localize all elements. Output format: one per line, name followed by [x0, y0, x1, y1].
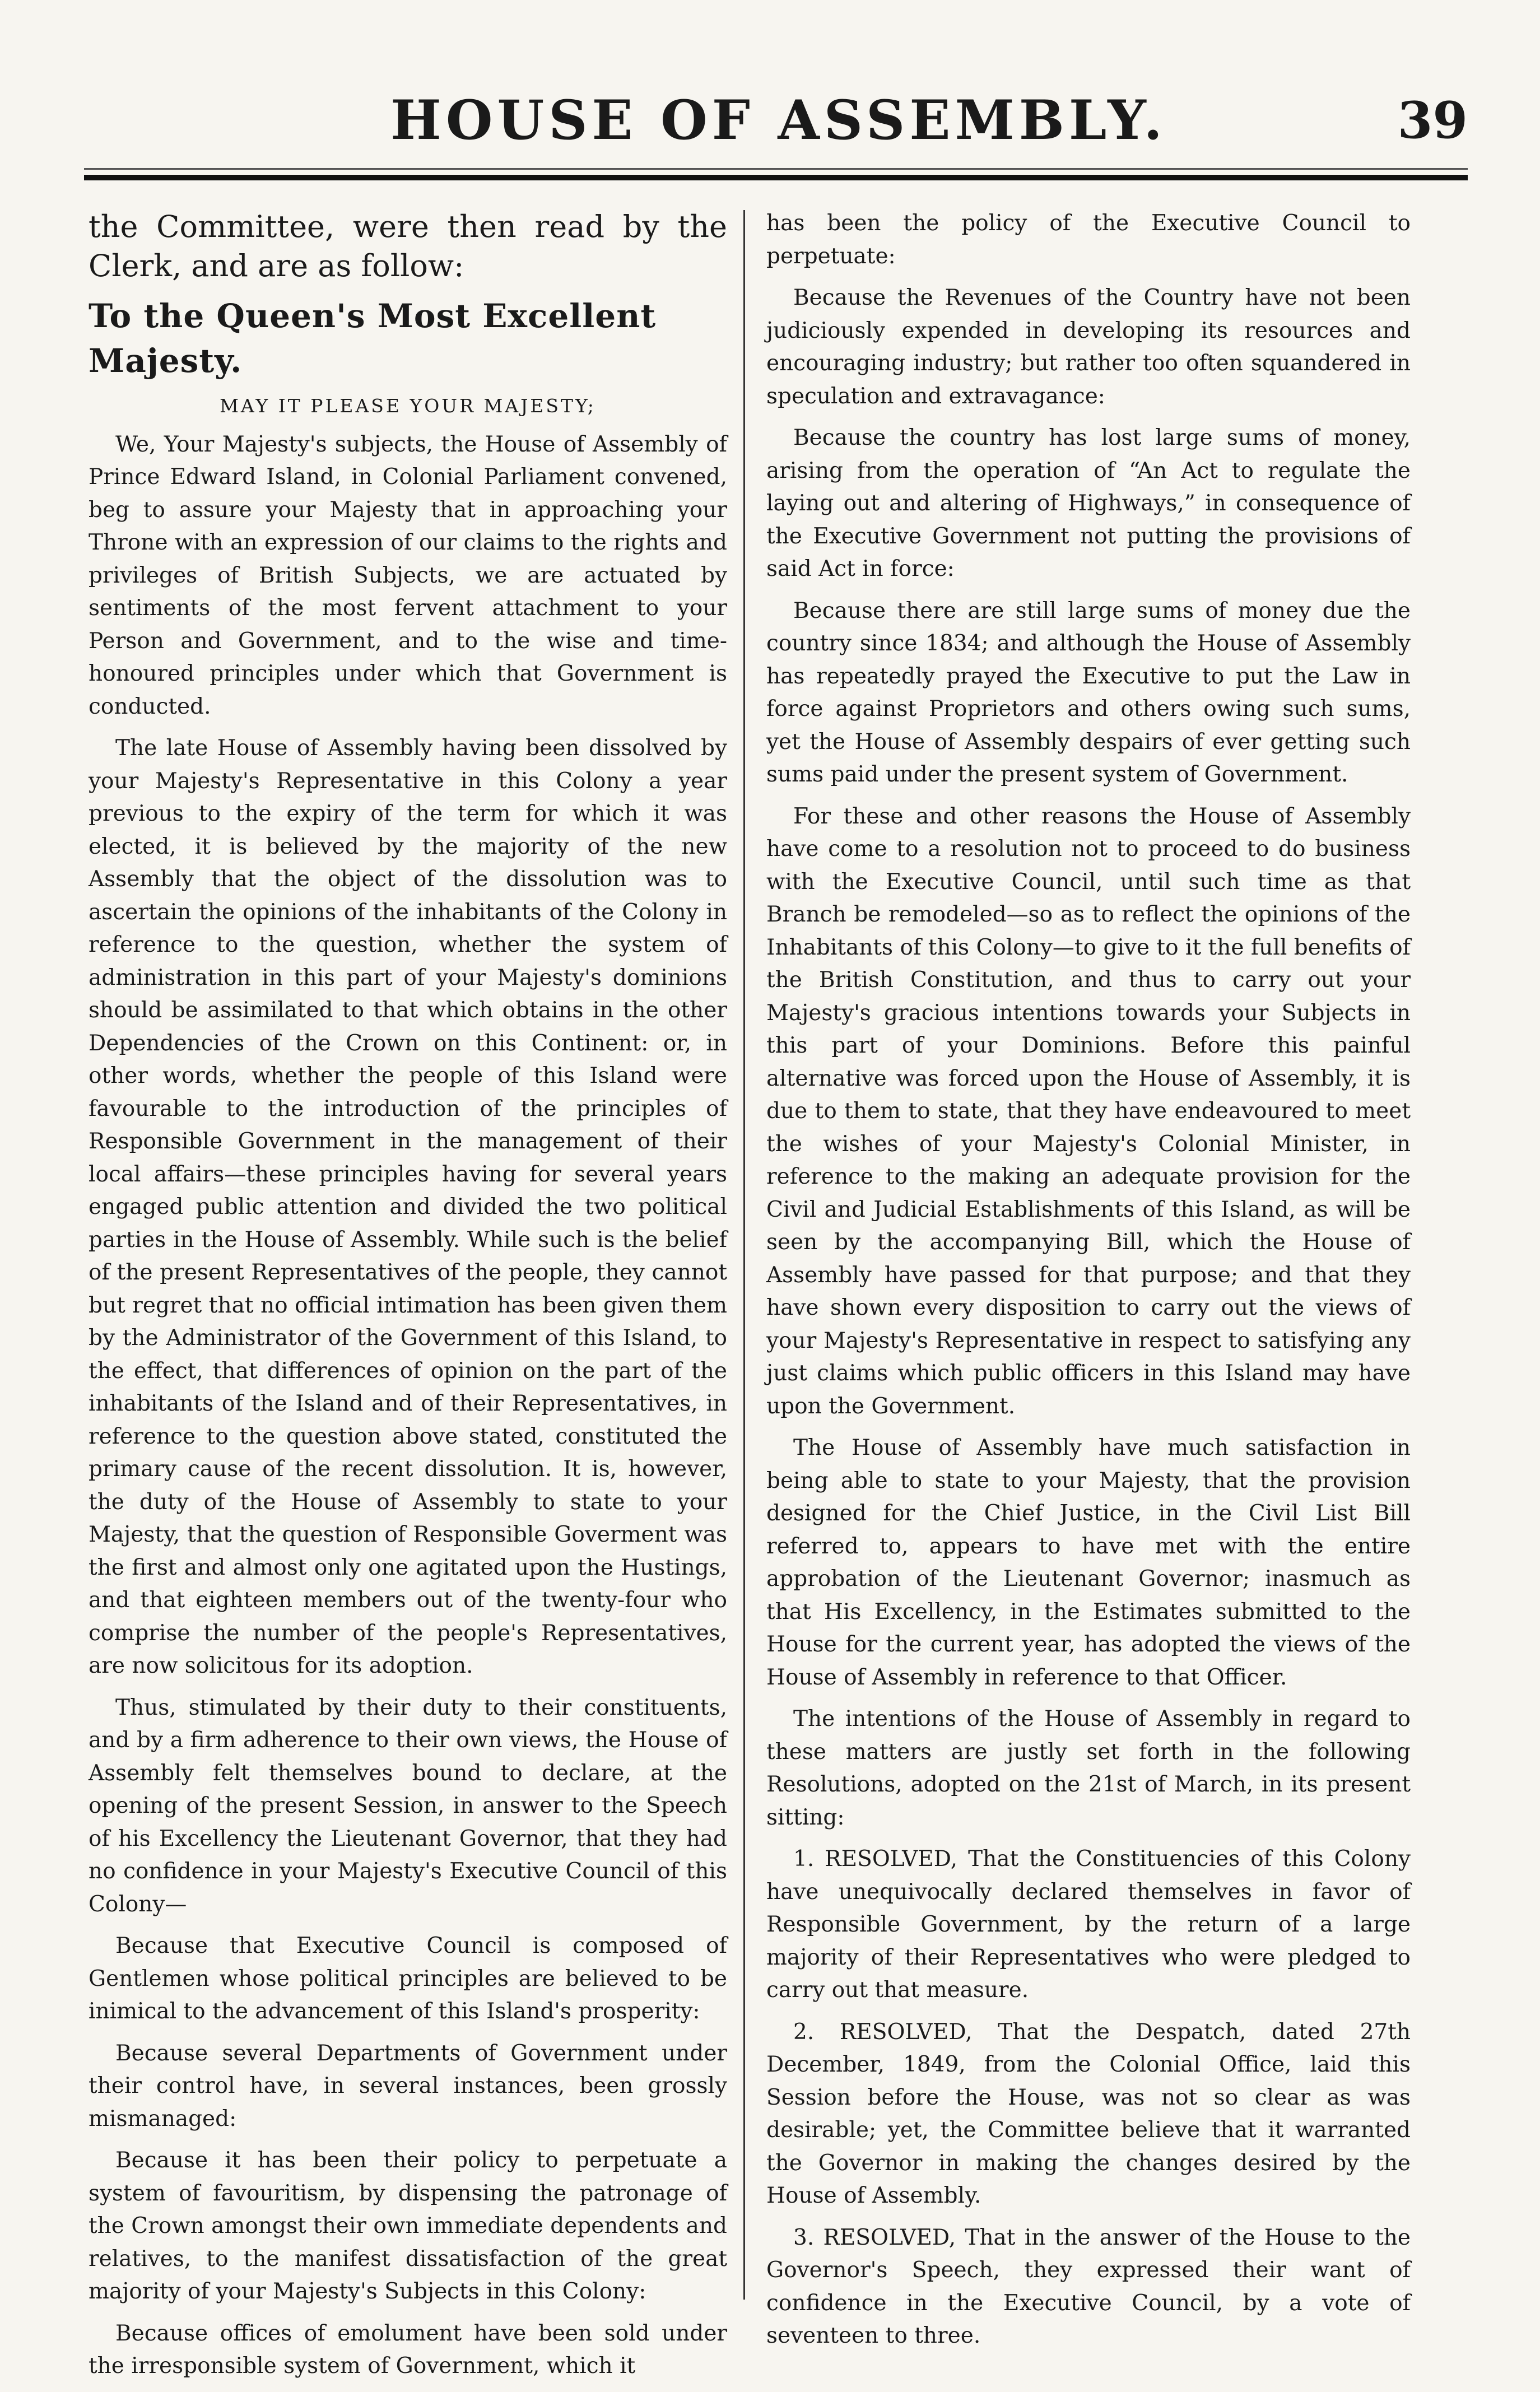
page-number: 39	[1397, 91, 1468, 150]
paragraph: Because several Departments of Government under their control have, in several instances, been grossly mismanaged:	[89, 2040, 727, 2132]
right-column	[766, 207, 1411, 2362]
header-rule	[84, 175, 1468, 180]
paragraph: Because there are still large sums of money due the country since 1834; and although the House of Assembly has repeatedly prayed the Executive to put the Law in force against Proprietors and others owing such sums, yet the House of Assembly despairs of ever getting such sums paid under the present system of Government.	[766, 598, 1411, 787]
address-heading: To the Queen's Most Excellent Majesty.	[89, 297, 657, 380]
paragraph: We, Your Majesty's subjects, the House of Assembly of Prince Edward Island, in Colonial Parliament convened, beg to assure your Majesty that in approaching your Throne with an expression of our claims to the rights and privileges of British Subjects, we are actuated by sentiments of the most fervent attachment to your Person and Government, and to the wise and time-honoured principles under which that Government is conducted.	[89, 431, 727, 719]
salutation: MAY IT PLEASE YOUR MAJESTY;	[220, 395, 596, 417]
lead-text: the Committee, were then read by the Clerk, and are as follow:	[89, 209, 727, 283]
resolution: 2. RESOLVED, That the Despatch, dated 27th December, 1849, from the Colonial Office, laid this Session before the House, was not so clear as was desirable; yet, the Committee believe that it warranted the Governor in making the changes desired by the House of Assembly.	[766, 2019, 1411, 2208]
paragraph: Thus, stimulated by their duty to their constituents, and by a firm adherence to their own views, the House of Assembly felt themselves bound to declare, at the opening of the present Session, in answer to the Speech of his Excellency the Lieutenant Governor, that they had no confidence in your Majesty's Executive Council of this Colony—	[89, 1695, 727, 1917]
paragraph: The intentions of the House of Assembly in regard to these matters are justly set forth in the following Resolutions, adopted on the 21st of March, in its present sitting:	[766, 1706, 1411, 1830]
paragraph: Because it has been their policy to perpetuate a system of favouritism, by dispensing the patronage of the Crown amongst their own immediate dependents and relatives, to the manifest dissatisfaction of the great majority of your Majesty's Subjects in this Colony:	[89, 2148, 727, 2304]
paragraph: Because that Executive Council is composed of Gentlemen whose political principles are believed to be inimical to the advancement of this Island's prosperity:	[89, 1933, 727, 2024]
resolution: 3. RESOLVED, That in the answer of the House to the Governor's Speech, they expressed their want of confidence in the Executive Council, by a vote of seventeen to three.	[766, 2225, 1411, 2348]
column-divider	[743, 210, 745, 2300]
paragraph: The House of Assembly have much satisfaction in being able to state to your Majesty, that the provision designed for the Chief Justice, in the Civil List Bill referred to, appears to have met with the entire approbation of the Lieutenant Governor; inasmuch as that His Excellency, in the Estimates submitted to the House for the current year, has adopted the views of the House of Assembly in reference to that Officer.	[766, 1435, 1411, 1690]
page-title: HOUSE OF ASSEMBLY.	[390, 89, 1167, 152]
paragraph: The late House of Assembly having been dissolved by your Majesty's Representative in this Colony a year previous to the expiry of the term for which it was elected, it is believed by the majority of the new Assembly that the object of the dissolution was to ascertain the opinions of the inhabitants of the Colony in reference to the question, whether the system of administration in this part of your Majesty's dominions should be assimilated to that which obtains in the other Dependencies of the Crown on this Continent: or, in other words, whether the people of this Island were favourable to the introduction of the principles of Responsible Government in the management of their local affairs—these principles having for several years engaged public attention and divided the two political parties in the House of Assembly. While such is the belief of the present Representatives of the people, they cannot but regret that no official intimation has been given them by the Administrator of the Government of this Island, to the effect, that differences of opinion on the part of the inhabitants of the Island and of their Representatives, in reference to the question above stated, constituted the primary cause of the recent dissolution. It is, however, the duty of the House of Assembly to state to your Majesty, that the question of Responsible Goverment was the first and almost only one agitated upon the Hustings, and that eighteen members out of the twenty-four who comprise the number of the people's Representatives, are now solicitous for its adoption.	[89, 736, 727, 1678]
header-rule-thin	[84, 168, 1468, 170]
resolution: 1. RESOLVED, That the Constituencies of this Colony have unequivocally declared themselves in favor of Responsible Government, by the return of a large majority of their Representatives who were pledged to carry out that measure.	[766, 1846, 1411, 2003]
paragraph: For these and other reasons the House of Assembly have come to a resolution not to proceed to do business with the Executive Council, until such time as that Branch be remodeled—so as to reflect the opinions of the Inhabitants of this Colony—to give to it the full benefits of the British Constitution, and thus to carry out your Majesty's gracious intentions towards your Subjects in this part of your Dominions. Before this painful alternative was forced upon the House of Assembly, it is due to them to state, that they have endeavoured to meet the wishes of your Majesty's Colonial Minister, in reference to the making an adequate provision for the Civil and Judicial Establishments of this Island, as will be seen by the accompanying Bill, which the House of Assembly have passed for that purpose; and that they have shown every disposition to carry out the views of your Majesty's Representative in respect to satisfying any just claims which public officers in this Island may have upon the Government.	[766, 803, 1411, 1419]
paragraph: Because offices of emolument have been sold under the irresponsible system of Government, which it	[89, 2320, 727, 2379]
running-header	[84, 84, 1473, 162]
paragraph: Because the country has lost large sums of money, arising from the operation of “An Act to regulate the laying out and altering of Highways,” in consequence of the Executive Government not putting the provisions of said Act in force:	[766, 425, 1411, 581]
left-column	[89, 207, 727, 2392]
paragraph: Because the Revenues of the Country have not been judiciously expended in developing its resources and encouraging industry; but rather too often squandered in speculation and extravagance:	[766, 285, 1411, 409]
paragraph: has been the policy of the Executive Council to perpetuate:	[766, 211, 1411, 269]
